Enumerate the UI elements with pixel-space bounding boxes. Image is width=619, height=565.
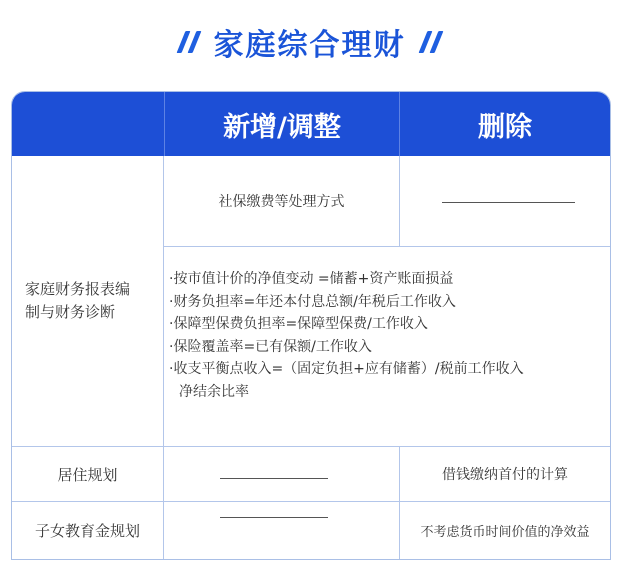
list-item: 净结余比率 [179, 383, 249, 400]
row-label-line: 家庭财务报表编 [25, 280, 131, 298]
row-label-education: 子女教育金规划 [34, 522, 140, 540]
header-divider [399, 92, 400, 156]
list-item: ·财务负担率=年还本付息总额/年税后工作收入 [169, 293, 456, 310]
title-bar [0, 14, 619, 70]
comparison-table [11, 91, 611, 560]
empty-dash [442, 202, 575, 203]
cell-social-security: 社保缴费等处理方式 [218, 194, 345, 210]
cell-net-benefit: 不考虑货币时间价值的净效益 [420, 525, 590, 540]
header-divider [164, 92, 165, 156]
page-title: 家庭综合理财 [213, 28, 406, 63]
header-delete: 删除 [478, 111, 532, 143]
right-slash-decoration [420, 31, 442, 53]
grid-line-horizontal [164, 246, 610, 247]
list-item: ·按市值计价的净值变动 =储蓄+资产账面损益 [169, 271, 454, 287]
left-slash-decoration [178, 31, 200, 53]
header-add-adjust: 新增/调整 [223, 111, 341, 143]
row-label-housing: 居住规划 [57, 465, 118, 484]
list-item: ·收支平衡点收入=（固定负担+应有储蓄）/税前工作收入 [169, 361, 524, 378]
row-label-financial-statements [12, 156, 163, 446]
empty-dash [220, 517, 328, 518]
empty-dash [220, 478, 328, 479]
header-corner [12, 92, 164, 156]
table-header [12, 92, 610, 156]
formula-list [169, 268, 594, 404]
cell-loan-down-payment: 借钱缴纳首付的计算 [442, 467, 568, 483]
grid-line-vertical [399, 156, 400, 246]
row-label-line: 制与财务诊断 [25, 303, 116, 321]
list-item: ·保险覆盖率=已有保额/工作收入 [169, 338, 372, 355]
list-item: ·保障型保费负担率=保障型保费/工作收入 [169, 316, 428, 333]
